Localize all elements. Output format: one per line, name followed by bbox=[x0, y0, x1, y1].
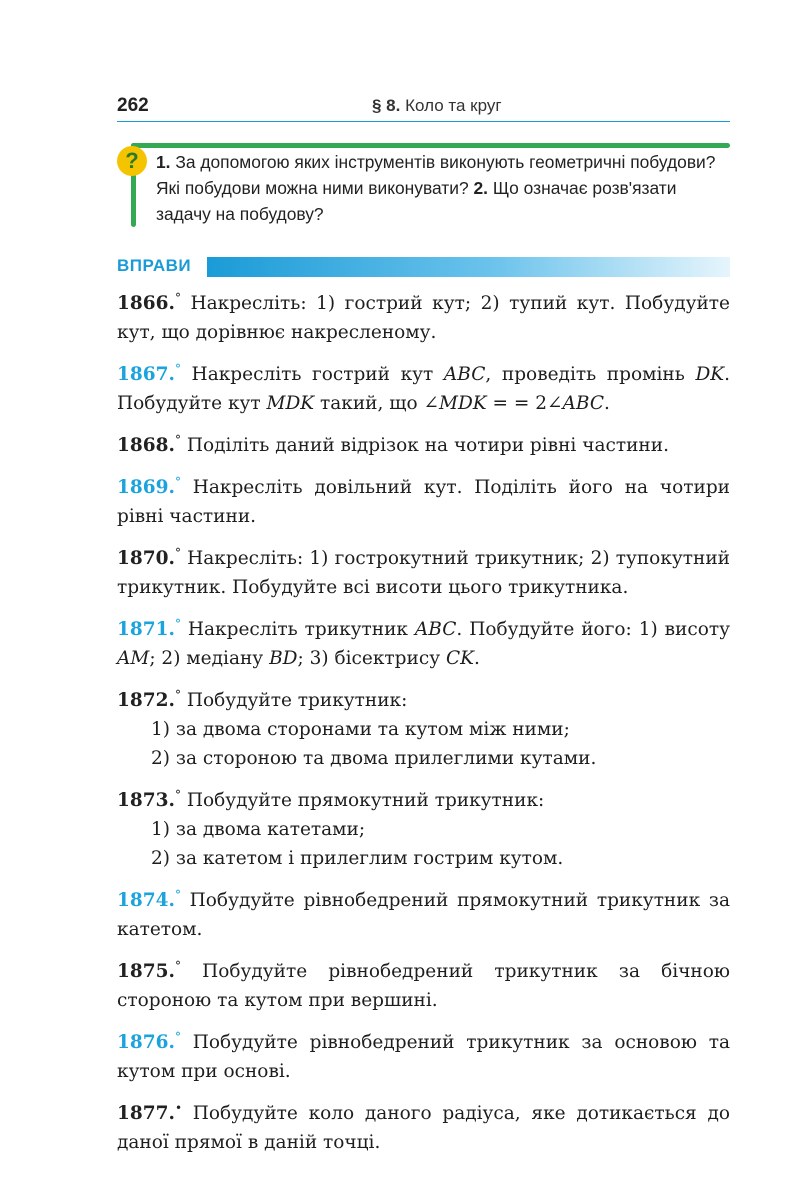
exercise-text: Побудуйте рівнобедрений трикутник за бічною стороною та кутом при вершині. bbox=[117, 961, 730, 1011]
exercise-text: Накресліть: 1) гострий кут; 2) тупий кут. Побудуйте кут, що дорівнює накресленому. bbox=[117, 293, 730, 343]
exercise-text: Побудуйте рівнобедрений трикутник за основою та кутом при основі. bbox=[117, 1032, 730, 1082]
review-questions-text bbox=[156, 149, 730, 227]
exercise-1866 bbox=[117, 284, 730, 347]
section-label: § 8. bbox=[372, 96, 401, 115]
exercises-heading-label: ВПРАВИ bbox=[117, 256, 192, 275]
exercise-text: Побудуйте трикутник: bbox=[180, 690, 408, 711]
exercise-text: Накресліть довільний кут. Поділіть його на чотири рівні частини. bbox=[117, 477, 730, 527]
exercise-text: Побудуйте коло даного радіуса, яке дотикається до даної прямої в даній точці. bbox=[117, 1103, 730, 1153]
exercise-number: 1875.° bbox=[117, 959, 181, 982]
question-mark-icon: ? bbox=[117, 146, 147, 176]
exercise-text: Побудуйте прямокутний трикутник: bbox=[180, 790, 545, 811]
header-rule bbox=[117, 121, 730, 122]
exercise-number: 1866.° bbox=[117, 291, 181, 314]
exercise-number: 1867.° bbox=[117, 362, 181, 385]
section-title: Коло та круг bbox=[405, 96, 502, 115]
exercise-1869 bbox=[117, 468, 730, 531]
exercises-heading bbox=[117, 255, 730, 279]
exercise-1873 bbox=[117, 781, 730, 873]
question-1-number: 1. bbox=[156, 152, 171, 172]
exercise-text: Побудуйте рівнобедрений прямокутний трикутник за катетом. bbox=[117, 890, 730, 940]
review-questions-box bbox=[117, 140, 730, 235]
exercise-number: 1874.° bbox=[117, 888, 181, 911]
exercise-number: 1873.° bbox=[117, 788, 181, 811]
exercise-subitem: 1) за двома катетами; bbox=[151, 819, 366, 840]
exercise-number: 1871.° bbox=[117, 617, 181, 640]
exercise-1867: 1867.° Накресліть гострий кут ABC, проведіть промінь DK. Побудуйте кут MDK такий, що ∠MDK = = 2∠ABC. bbox=[117, 362, 730, 414]
exercise-1876 bbox=[117, 1023, 730, 1086]
exercise-number: 1872.° bbox=[117, 688, 181, 711]
question-1-text: За допомогою яких інструментів виконують геометричні побудови? Які побудови можна ними виконувати? bbox=[156, 152, 716, 198]
exercise-1875 bbox=[117, 952, 730, 1015]
exercise-1872 bbox=[117, 681, 730, 773]
exercise-subitem: 1) за двома сторонами та кутом між ними; bbox=[151, 719, 570, 740]
page-number: 262 bbox=[117, 95, 149, 116]
exercise-number: 1869.° bbox=[117, 475, 181, 498]
exercises-heading-bar bbox=[207, 257, 730, 277]
exercise-subitem: 2) за катетом і прилеглим гострим кутом. bbox=[151, 848, 564, 869]
exercise-1871: 1871.° Накресліть трикутник ABC. Побудуйте його: 1) висоту AM; 2) медіану BD; 3) бісектрису CK. bbox=[117, 617, 730, 669]
exercise-1874 bbox=[117, 881, 730, 944]
exercise-number: 1876.° bbox=[117, 1030, 181, 1053]
exercise-list bbox=[117, 284, 730, 1165]
exercise-1868 bbox=[117, 426, 730, 460]
exercise-number: 1877.• bbox=[117, 1101, 183, 1124]
exercise-1870 bbox=[117, 539, 730, 602]
exercise-text: Накресліть: 1) гострокутний трикутник; 2) тупокутний трикутник. Побудуйте всі висоти цього трикутника. bbox=[117, 548, 730, 598]
question-2-text: Що означає розв'язати задачу на побудову? bbox=[156, 178, 677, 224]
question-box-top-border bbox=[131, 143, 730, 148]
exercise-number: 1868.° bbox=[117, 433, 181, 456]
exercise-subitem: 2) за стороною та двома прилеглими кутами. bbox=[151, 748, 597, 769]
exercise-text: Поділіть даний відрізок на чотири рівні частини. bbox=[180, 435, 669, 456]
running-title bbox=[372, 96, 502, 116]
exercise-number: 1870.° bbox=[117, 546, 181, 569]
exercise-1877 bbox=[117, 1094, 730, 1157]
page-header bbox=[117, 93, 730, 123]
question-2-number: 2. bbox=[473, 178, 489, 198]
